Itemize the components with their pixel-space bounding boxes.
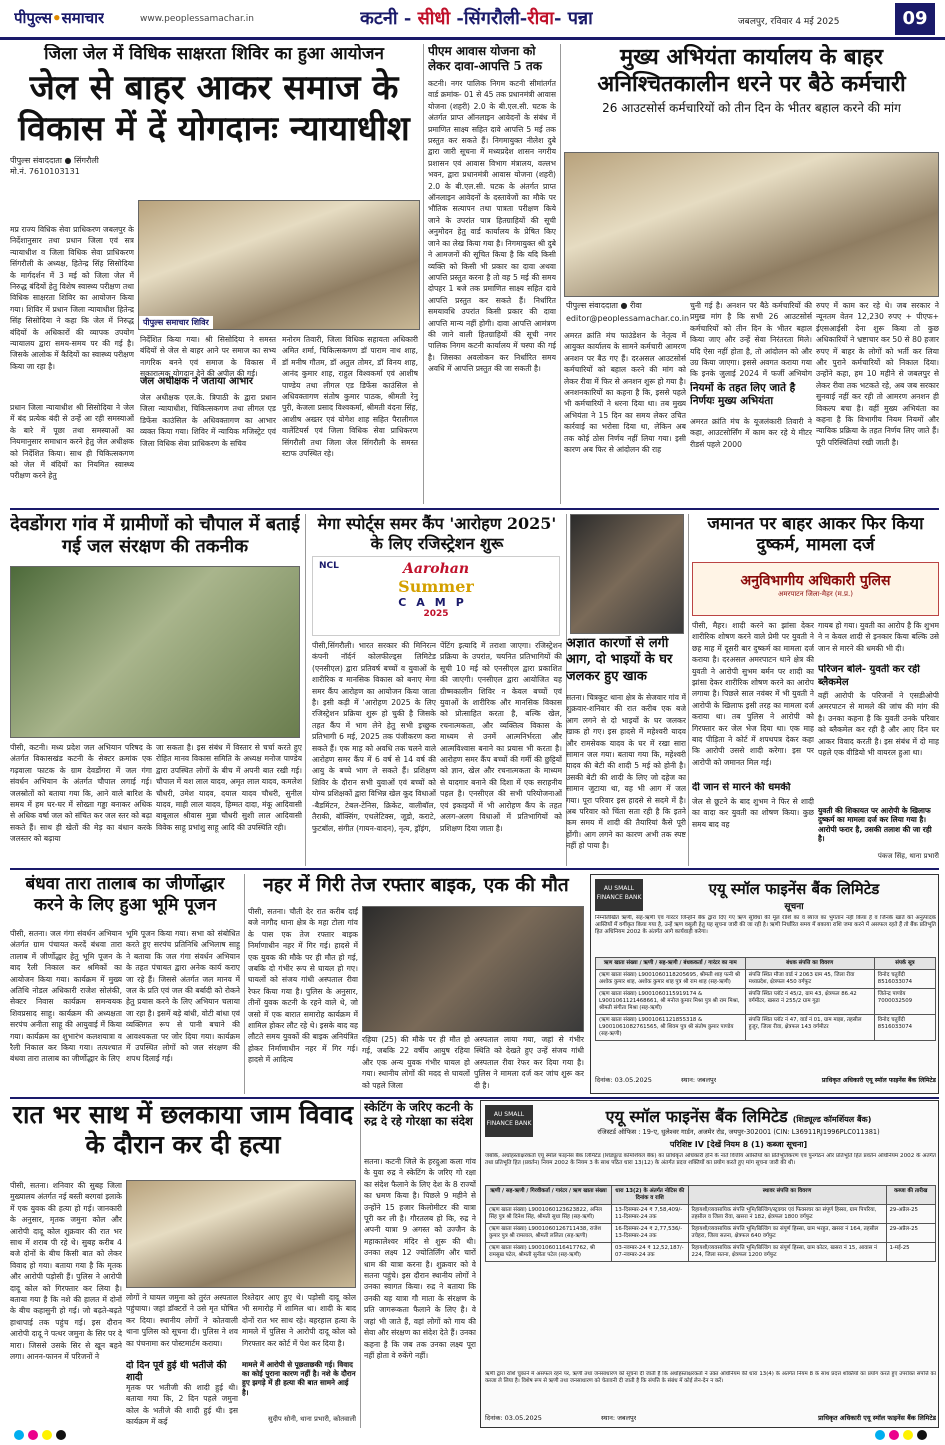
byline: पीपुल्स संवाददाता ● सिंगरौली [10, 155, 99, 165]
table-row [486, 1205, 936, 1224]
story-body: सतना। कटनी जिले के हरदुआ कला गांव के युवा रुद्र ने स्केटिंग के जरिए गो रक्षा का संदेश फैलाने के लिए देश के 8 राज्यों का भ्रमण किया है। पिछले 9 महीने से उन्होंने 15 हजार किलोमीटर की यात्रा पूरी कर ली है। गौरतलब हो कि, रुद्र ने अपनी यात्रा 9 अगस्त को उज्जैन के महाकालेश्वर मंदिर से शुरू की थी। उनका लक्ष्य 12 ज्योतिर्लिंग और चारों धाम की यात्रा करना है। शुक्रवार को वे सतना पहुंचे। इस दौरान स्थानीय लोगों ने उनका स्वागत किया। रुद्र ने बताया कि उनकी यह यात्रा गौ माता के संरक्षण के प्रति जागरूकता फैलाने के लिए है। वे जहां भी जाते हैं, वहां लोगों को गाय की सेवा और संरक्षण का संदेश देते हैं। उनका कहना है कि जब तक उनका लक्ष्य पूरा नहीं होता वे रुकेंगे नहीं। [364, 1157, 476, 1360]
table-row [596, 1015, 936, 1041]
bank-address: रजिस्टर्ड ऑफिस : 19-ए, धुलेश्वर गार्डन, अजमेर रोड, जयपुर-302001 (CIN: L36911RJ1996PLC011381) [597, 1128, 880, 1136]
story-body: मृतक पर भतीजी की शादी हुई थी। बताया गया कि, 2 दिन पहले जमुना कोल के भतीजे की शादी हुई थी। इस कार्यक्रम में कई [126, 1383, 238, 1427]
story-body: रुपए में काम कर रहे थे। जब सरकार ने न्यूनतम वेतन 12,230 रुपए + पीएफ+ ईएसआईसी देना शुरू किया तो कुछ अधिकारियों ने भ्रष्टाचार कर 50 से 80 हजार रुपए में बाहर के लोगों को भर्ती कर लिया और पुराने कर्मचारियों को निकाल दिया। उन्होंने कहा, हम 10 महीने से जबलपुर से लेकर रीवा तक भटकते रहे, अब जब सरकार सुनवाई नहीं कर रही तो आमरण अनशन ही विकल्प बचा है। वहीं मुख्य अभियंता का कहना है कि विभागीय नियम नियमों और न्यायिक प्रक्रिया के तहत निर्णय लिए जाते हैं। पूरी परिस्थितियां रखी जाती है। [816, 301, 939, 447]
story-pm-awas [428, 44, 556, 504]
subheading: नियमों के तहत लिए जाते है निर्णयः मुख्य अभियंता [690, 382, 796, 408]
table-cell: (ऋण खाता संख्या) L9001060126711438, राजेश कुमार पुत्र श्री रामलाल, श्रीमती ललिता (सह-ऋणी) [486, 1224, 612, 1243]
column-divider [305, 514, 306, 866]
table-cell: (ऋण खाता संख्या) L9001060115919174 & L9001061121468661, श्री मनोज कुमार मिश्रा पुत्र श्री राम मिश्रा, श्रीमती संगीता मिश्रा (सह-ऋणी) [596, 989, 746, 1015]
story-engineer-office [564, 44, 939, 154]
notice-place: स्थान: जबलपुर [601, 1414, 637, 1422]
bank-logo: AU SMALL FINANCE BANK [485, 1105, 533, 1137]
page-number: 09 [895, 3, 935, 35]
registration-mark [917, 1430, 927, 1440]
story-crime [692, 514, 939, 564]
story-headline: मुख्य अभियंता कार्यालय के बाहर अनिश्चितकालीन धरने पर बैठे कर्मचारी [597, 44, 906, 97]
table-cell: विनोद चतुर्वेदी 8516033074 [874, 1015, 935, 1041]
column-header: संपर्क सूत्र [874, 958, 935, 970]
masthead [0, 0, 945, 40]
newspaper-logo: पीपुल्स•समाचार [14, 9, 105, 27]
section-divider [10, 868, 939, 870]
column-header: ऋणी / सह-ऋणी / गिरवीकर्ता / गारंटर / ऋण खाता संख्या [486, 1186, 612, 1205]
photo-tag: पीपुल्स समाचार शिविर [139, 316, 213, 329]
website-url[interactable]: www.peoplessamachar.in [140, 14, 254, 24]
jail-camp-photo [138, 200, 420, 330]
mobile-number: मो.नं. 7610103131 [10, 166, 80, 176]
notice-signatory: प्राधिकृत अधिकारी एयू स्मॉल फाइनेंस बैंक लिमिटेड [818, 1414, 936, 1422]
story-body: प्रधान जिला न्यायाधीश श्री सिसोदिया ने जेल में बंद प्रत्येक बंदी से उन्हें आ रही समस्याओं के बारे में पूछा तथा समस्याओं का नियमानुसार समाधान करने हेतु जेल अधीक्षक को निर्देशित किया। साथ ही चिकित्सकगण को जेल में बंदियों का नियमित स्वास्थ्य परीक्षण करने हेतु [10, 403, 134, 481]
story-body: पीसी, कटनी। मध्य प्रदेश जल अभियान परिषद के अंतर्गत विकासखंड कटनी के सेक्टर क्रमांक एक गढ़वाला फाटक के ग्राम देवडोंगरा में जल गंगा संवर्धन अभियान के अंतर्गत चौपाल लगाई गई। जलस्रोतों को बताया गया कि, आने वाले बारिश के समय में हम घर-घर में सोख्ता गड्डा बनाकर अधिक से अधिक वर्षा जल को संचित कर जल स्तर को बढ़ा सकते हैं। साथ ही खेतों की मेड़ का बंधान करके जलस्तर को बढ़ाया [10, 743, 152, 844]
accident-photo [362, 906, 584, 1032]
story-headline: स्केटिंग के जरिए कटनी के रुद्र दे रहे गोरक्षा का संदेश [364, 1100, 473, 1129]
table-cell: संपत्ति स्थित प्लॉट नं 47, वार्ड नं 01, ग्राम माझा, तहसील हुजूर, जिला रीवा, क्षेत्रफल 143 वर्गमीटर [745, 1015, 874, 1041]
registration-mark [14, 1430, 24, 1440]
table-cell: 03-नवम्बर-24 ₹ 12,52,187/- 07-नवम्बर-24 तक [612, 1243, 689, 1262]
email[interactable]: editor@peoplessamachar.co.in [566, 314, 690, 323]
story-body: जा सकता है। इस संबंध में विस्तार से चर्चा करते हुए रोहित मानव विकास समिति के अध्यक्ष मनोज पाण्डेय द्वारा उपस्थित लोगों के बीच में अपनी बात रखी गई। चौपाल में यश लाल यादव, अमृत लाल यादव, कमलेश चौधरी, उमेश यादव, दयाल यादव चौधरी, सुनील यादव, माही लाल यादव, हिम्मत दादा, मंकू आदिवासी बाबूलाल श्रीवास मुन्ना चौधरी सुशी लाल आदिवासी विवेक साहू प्रभांशु साहू आदि की उपस्थिति रही। [156, 743, 302, 832]
notice-date: दिनांक: 03.05.2025 [595, 1076, 652, 1084]
table-row [486, 1243, 936, 1262]
story-body: अस्पताल लाया गया, जहां से गंभीर स्थिति को देखते हुए उन्हें संजय गांधी अस्पताल रीवा रेफर कर दिया गया है। पुलिस ने मामला दर्ज कर जांच शुरू कर दी है। [474, 1035, 584, 1090]
story-body: निर्देशित किया गया। श्री सिसोदिया ने समस्त बंदियों से जेल से बाहर आने पर समाज का सभ्य नागरिक बनने एवं समाज के विकास में सकारात्मक योगदान देने की अपील की गई। [140, 335, 276, 378]
table-cell: रिहायशी/व्यवसायिक संपत्ति भूमि/बिल्डिंग/स्ट्रक्चर एवं फिक्सचर का संपूर्ण हिस्सा, ग्राम पिपरिया, तहसील व जिला रीवा, खसरा नं 182, क्षेत्रफल 1800 वर्गफुट [688, 1205, 886, 1224]
byline: पीपुल्स संवाददाता ● रीवा [566, 301, 642, 310]
table-cell: 29-अप्रैल-25 [886, 1224, 936, 1243]
notice-title: परिशिष्ट IV [देखें नियम 8 (1) कब्जा सूचना] [669, 1140, 808, 1149]
table-cell: (ऋण खाता संख्या) L9001060123623822, अनिल सिंह पुत्र श्री दिनेश सिंह, श्रीमती सुधा सिंह (सह-ऋणी) [486, 1205, 612, 1224]
story-pond-renovation [10, 874, 240, 934]
sign-subtext: अमरपाटन जिला-मैहर (म.प्र.) [778, 590, 853, 598]
column-header: ऋण खाता संख्या / ऋणी / सह-ऋणी / बंधककर्ता / गारंटर का नाम [596, 958, 746, 970]
bank-title [541, 1105, 936, 1127]
story-body: रिश्तेदार आए हुए थे। पड़ोसी दादू कोल भी समारोह में शामिल था। शादी के बाद दोनों रात भर साथ रहे। बहरहाल हत्या के मामले में पुलिस ने आरोपी दादू कोल को गिरफ्तार कर कोर्ट में पेश कर दिया है। [242, 1293, 356, 1348]
column-divider [360, 1100, 361, 1428]
story-headline: जेल से बाहर आकर समाज के विकास में दें योगदानः न्यायाधीश [18, 68, 410, 149]
notice-date: दिनांक: 03.05.2025 [485, 1414, 542, 1422]
subheading: परिजन बोले- युवती कर रही ब्लैकमेल [818, 664, 920, 688]
notice-intro: निम्नलिखित ऋणी, सह-ऋणी एवं गारंटर जिन्होंने बैंक द्वारा दिए गए ऋण सुविधा की मूल राशि का व ब्याज का भुगतान नहीं किया है व जिनके खाते को अनुत्पादक आस्तियों में वर्गीकृत किया गया है, उन्हें ऋण वसूली हेतु यह सूचना जारी की जा रही है। ऋणी निर्धारित समय में बकाया राशि जमा करने में असफल रहते हैं तो बैंक प्रतिभूति हित अधिनियम 2002 के अंतर्गत आगे कार्यवाही करेगा। [595, 915, 936, 935]
story-body: गायब हो गया। युवती का आरोप है कि शुभम ने न केवल शादी से इनकार किया बल्कि उसे जान से मारने की धमकी भी दी। [818, 621, 939, 653]
column-header: बंधक संपत्ति का विवरण [745, 958, 874, 970]
story-body: अमरत क्रांति मंच फाउंडेशन के नेतृत्व में आयुक्त कार्यालय के सामने कर्मचारी आमरण अनशन पर बैठ गए हैं। दरअसल आउटसोर्स कर्मचारियों को बहाल करने की मांग को लेकर रीवा में फिर से अनशन शुरू हो गया है। अनशनकारियों का कहना है कि, इससे पहले भी कर्मचारियों ने धरना दिया था। तब मुख्य अभियंता ने 15 दिन का समय लेकर उचित कार्रवाई का भरोसा दिया था, लेकिन अब तक कोई ठोस निर्णय नहीं लिया गया। इसी कारण अब फिर से आंदोलन की राह [564, 331, 686, 455]
story-body: पीसी, सतना। चौती देर रात करीब दाईं बजे नागौद थाना क्षेत्र के महा टोला गांव के पास एक तेज रफ्तार बाइक निर्माणाधीन नहर में गिर गई। हादसे में एक युवक की मौके पर ही मौत हो गई, जबकि दो गंभीर रूप से घायल हो गए। घायलों को संजय गांधी अस्पताल रीवा रेफर किया गया है। पुलिस के अनुसार, तीनों युवक कटनी के रहने वाले थे, जो जसो में एक बारात समारोह कार्यक्रम में शामिल होकर लौट रहे थे। इसके बाद वह लौटते समय युवकों की बाइक अनियंत्रित होकर निर्माणाधीन नहर में गिर गई। हादसे में आदित्य [248, 907, 358, 1065]
story-headline: देवडोंगरा गांव में ग्रामीणों को चौपाल में बताई गई जल संरक्षण की तकनीक [10, 514, 300, 557]
table-cell: रिहायशी/व्यवसायिक संपत्ति भूमि/बिल्डिंग का संपूर्ण हिस्सा, ग्राम कोटर, खसरा नं 15, आवास नं 224, जिला सतना, क्षेत्रफल 1200 वर्गफुट [688, 1243, 886, 1262]
notice-intro: जबकि, अधोहस्ताक्षरकर्ता एयू स्मॉल फाइनेंस बैंक लिमिटेड (शिड्यूल्ड कॉमर्शियल बैंक) का प्राधिकृत अधिकारी होने के नाते वित्तीय आस्तियों का प्रतिभूतिकरण एवं पुनर्गठन और प्रतिभूति हित प्रवर्तन अधिनियम 2002 के अंतर्गत तथा प्रतिभूति हित (प्रवर्तन) नियम 2002 के नियम 3 के साथ पठित धारा 13(12) के अंतर्गत प्रदत्त शक्तियों का प्रयोग करते हुए मांग सूचना जारी की थी। [485, 1153, 936, 1166]
police-quote: मामले में आरोपी से पूछताछकी गई। विवाद का कोई पुराना कारण नहीं है। नशे के दौरान हुए झगड़े में ही हत्या की बात सामने आई है। [242, 1360, 356, 1397]
story-headline: रात भर साथ में छलकाया जाम विवाद के दौरान कर दी हत्या [12, 1100, 354, 1159]
bank-notice-ad-2 [480, 1100, 939, 1428]
protest-photo [564, 152, 939, 297]
story-subheadline: 26 आउटसोर्स कर्मचारियों को तीन दिन के भीतर बहाल करने की मांग [602, 100, 901, 115]
story-headline: नहर में गिरी तेज रफ्तार बाइक, एक की मौत [263, 874, 569, 896]
logo-summer: Summer [398, 577, 474, 596]
story-body: चुनी गई है। अनशन पर बैठे कर्मचारियों की प्रमुख मांग है कि सभी 26 आउटसोर्स कर्मचारियों को तीन दिन के भीतर बहाल किया जाए और उन्हें सेवा निरंतरता मिले। यदि ऐसा नहीं होता है, तो आंदोलन को और उग्र किया जाएगा। इससे अवगत कराया गया कि इनके जुलाई 2024 में फर्जी अभियोग [690, 301, 812, 379]
table-cell: जितेन्द्र पाण्डेय 7000032509 [874, 989, 935, 1015]
bank-name: एयू स्मॉल फाइनेंस बैंक लिमिटेड [708, 880, 880, 898]
story-body: कटनी। नगर पालिक निगम कटनी सीमांतर्गत वार्ड क्रमांक- 01 से 45 तक प्रधानमंत्री आवास योजना (शहरी) 2.0 के बी.एल.सी. घटक के अंतर्गत प्राप्त ऑनलाइन आवेदनों के संबंध में प्रमाणित साक्ष्य सहित दावे आपत्ति 5 मई तक प्रस्तुत कर सकते हैं। निगमायुक्त नीलेश दुबे द्वारा जारी सूचना में मध्यप्रदेश शासन नगरीय प्रशासन एवं आवास विभाग मंत्रालय, वल्लभ भवन, द्वारा प्रधानमंत्री आवास योजना (शहरी) 2.0 के बी.एल.सी. घटक के अंतर्गत प्राप्त ऑनलाइन आवेदनों के दस्तावेजों का मौके पर भौतिक सत्यापन तथा पात्रता परीक्षण किये जाने के उपरांत पात्र हितग्राहियों की सूची अनुमोदन हेतु वार्ड कार्यालय के प्रेषित किए जाने का लेख किया गया है। निगमायुक्त श्री दुबे ने आमजनों की सूचित किया है कि यदि किसी व्यक्ति को किसी भी प्रकार का दावा अथवा आपत्ति प्रस्तुत करना है तो वह 5 मई की समय दोपहर 1 बजे तक प्रमाणित साक्ष्य सहित दावे आपत्ति प्रस्तुत कर सकते हैं। निर्धारित समयावधि उपरांत किसी प्रकार की दावा आपत्ति मान्य नहीं होगी। दावा आपत्ति आमंत्रण की जाने वाली हितग्राहियों की सूची नगर पालिक निगम कटनी कार्यालय में चस्पा की गई है। जिसका अवलोकन कर निर्धारित समय अवधि में आपत्ति प्रस्तुत की जा सकती है। [428, 79, 556, 374]
column-header: धारा 13(2) के अंतर्गत नोटिस की दिनांक व राशि [612, 1186, 689, 1205]
registration-mark [28, 1430, 38, 1440]
story-body: सतना। चित्रकूट थाना क्षेत्र के सेजवार गांव में शुक्रवार-शनिवार की रात करीब एक बजे आग लगने से दो भाइयों के घर जलकर खाक हो गए। इस हादसे में महेश्वरी यादव और रामसेवक यादव के घर में रखा सारा सामान जल गया। बताया गया कि, महेश्वरी यादव की बेटी की शादी 5 मई को होनी है। उसकी बेटी की शादी के लिए जो दहेज का सामान जुटाया था, वह भी आग में जल गया। पूरा परिवार इस हादसे से सदमे में है। अब परिवार को चिंता सता रही है कि इतने कम समय में शादी की तैयारियां कैसे पूरी होंगी। आग लगने का कारण अभी तक स्पष्ट नहीं हो पाया है। [566, 693, 686, 851]
story-body: पीसी, सतना। जल गंगा संवर्धन अभियान अंतर्गत ग्राम पंचायत करदें बंधवा तारा तालाब में जीर्णोद्धार हेतु भूमि पूजन के बाद रैली निकाल कर श्रमिकों का आयोजन किया गया। कार्यक्रम में मुख्य अतिथि नोडल अधिकारी राजेश सोलंकी, सेक्टर निवास कार्यक्रम समन्वयक शिवप्रसाद साहू। कार्यक्रम की अध्यक्षता सरपंच अनीता साहू की आयुवाई में किया गया। कार्यक्रम का शुभारंभ कलशयात्रा व रैली निकाल कर किया गया। तत्पश्चात बंधवा तारा तालाब का जीर्णोद्धार के लिए [10, 929, 122, 1064]
column-header: स्थावर संपत्ति का विवरण [688, 1186, 886, 1205]
table-cell: (ऋण खाता संख्या) L9001061121855318 & L9001061082761565, श्री शिवम पुत्र श्री संतोष कुमार पाण्डेय (सह-ऋणी) [596, 1015, 746, 1041]
fire-photo [570, 514, 684, 634]
notice-table [595, 957, 936, 1069]
registration-mark [875, 1430, 885, 1440]
sign-text: अनुविभागीय अधिकारी पुलिस [740, 573, 891, 589]
table-cell: 29-अप्रैल-25 [886, 1205, 936, 1224]
story-bike-accident [248, 874, 584, 904]
bank-name: एयू स्मॉल फाइनेंस बैंक लिमिटेड [605, 1107, 788, 1126]
ncl-logo: NCL [319, 561, 339, 571]
quote-attribution: पंकज सिंह, थाना प्रभारी [877, 852, 939, 860]
story-kicker: जिला जेल में विधिक साक्षरता शिविर का हुआ आयोजन [44, 44, 384, 64]
murder-scene-photo [126, 1180, 356, 1288]
table-cell: 1-मई-25 [886, 1243, 936, 1262]
registration-mark [56, 1430, 66, 1440]
column-divider [244, 874, 245, 1094]
section-divider [10, 508, 939, 510]
notice-title: सूचना [784, 902, 804, 912]
story-headline: मेगा स्पोर्ट्स समर कैंप 'आरोहण 2025' के लिए रजिस्ट्रेशन शुरू [317, 514, 557, 553]
quote-attribution: सुदीप सोनी, थाना प्रभारी, कोतवाली [267, 1415, 356, 1423]
story-body: मप्र राज्य विधिक सेवा प्राधिकरण जबलपुर के निर्देशानुसार तथा प्रधान जिला एवं सत्र न्यायाधीश व जिला विधिक सेवा प्राधिकरण सिंगरौली के अध्यक्ष, हितेन्द्र सिंह सिसोदिया के मार्गदर्शन में 3 मई को जिला जेल में निरुद्ध बंदियों हेतु विशेष स्वास्थ्य परीक्षण तथा विधिक साक्षरता शिविर का आयोजन किया गया। शिविर में प्रधान जिला न्यायाधीश हितेन्द्र सिंह सिसोदिया ने कहा कि जेल में निरुद्ध बंदियों के अधिकारों की व्यापक उपयोग न्यायालय द्वारा समय-समय पर की गई है। जिसके आलोक में कैदियों का स्वास्थ्य परीक्षण किया जा रहा है। [10, 225, 134, 371]
bank-logo: AU SMALL FINANCE BANK [595, 879, 643, 911]
police-office-sign-photo [692, 562, 939, 616]
story-body: अमरत क्रांति मंच के यूजलंकारी तिवारी ने कहा, आउटसोर्सिंग में काम कर रहे ये मीटर रीडर्स पहले 2000 [690, 417, 812, 449]
story-headline: जमानत पर बाहर आकर फिर किया दुष्कर्म, मामला दर्ज [707, 514, 924, 555]
subheading: जेल अधीक्षक ने जताया आभार [140, 376, 253, 387]
story-body: पीसी, मैहर। शादी करने का झांसा देकर शारीरिक शोषण करने वाले प्रेमी पर युवती ने छह माह में दूसरी बार दुष्कर्म का मामला दर्ज कराया है। दरअसल अमरपाटन थाने क्षेत्र की युवती ने आरोपी सुभम बर्मन पर शादी का झांसा देकर शारीरिक शोषण करने का आरोप लगाया है। पिछले साल नवंबर में भी युवती ने आरोपी के खिलाफ इसी तरह का मामला दर्ज कराया था। तब पुलिस ने आरोपी को गिरफ्तार कर जेल भेज दिया था। एक माह बाद पीड़िता ने कोर्ट में शपथपत्र देकर कहा कि आरोपी उससे शादी करेगा। इस पर आरोपी को जमानत मिल गई। [692, 621, 814, 767]
story-body: मनोरम तिवारी, जिला विधिक सहायता अधिकारी अमित शर्मा, चिकित्सकगण डॉ पाराम नाथ शाह, डॉ मनीष गौतम, डॉ अतुल तोमर, डॉ विनय शाह, आनंद कुमार शाह, राहुल विश्वकर्मा एवं आशीष पाण्डेय तथा लीगल एड डिफेंस काउंसिल से अधिवक्तागण संतोष कुमार पाठक, श्रीमती रेनु पुरी, केजला प्रसाद विश्वकर्मा, श्रीमती वंदना सिंह, आशीष अख्तर एवं योगेश शाह सहित पैरालीगल वालेंटियर्स एवं जिला विधिक सेवा प्राधिकरण सिंगरौली तथा जिला जेल सिंगरौली के समस्त स्टाफ उपस्थित रहे। [282, 335, 418, 459]
table-cell: 13-दिसम्बर-24 ₹ 7,58,409/- 11-दिसम्बर-24 तक [612, 1205, 689, 1224]
table-cell: संपत्ति स्थित प्लॉट नं 45/2, ग्राम 43, क्षेत्रफल 86.42 वर्गमीटर, खसरा नं 255/2 ग्राम गुढ़ा [745, 989, 874, 1015]
story-water-conservation [10, 514, 300, 574]
table-cell: (ऋण खाता संख्या) L9001060118205695, श्रीमती शाह पत्नी श्री अशोक कुमार शाह, अशोक कुमार शाह पुत्र श्री राम शाह (सह-ऋणी) [596, 970, 746, 989]
story-body: पीसी, सतना। शनिवार की सुबह जिला मुख्यालय अंतर्गत नई बस्ती बरगवां इलाके में एक युवक की हत्या हो गई। जानकारी के अनुसार, मृतक जमुना कोल और आरोपी दादू कोल शुक्रवार की रात भर साथ में शराब पी रहे थे। सुबह करीब 4 बजे दोनों के बीच किसी बात को लेकर विवाद हो गया। बताया गया है कि मृतक और आरोपी पड़ोसी हैं। पुलिस ने आरोपी दादू कोल को गिरफ्तार कर लिया है। बताया गया है कि नशे की हालत में दोनों के बीच कहासुनी हो गई। जो बढ़ते-बढ़ते हाथापाई तक पहुंच गई। इस दौरान आरोपी दादू ने पत्थर जमुना के सिर पर दे मारा। जिससे उसके सिर से खून बहने लगा। आनन-फानन में परिजनों ने [10, 1181, 122, 1362]
village-meeting-photo [10, 566, 300, 738]
story-body: जेल अधीक्षक एल.के. त्रिपाठी के द्वारा प्रधान जिला न्यायाधीश, चिकित्सकगण तथा लीगल एड डिफेंस काउंसिल के अधिवक्तागण का आभार व्यक्त किया गया। शिविर में न्यायिक मजिस्ट्रेट एवं जिला विधिक सेवा प्राधिकरण के सचिव [140, 393, 276, 448]
table-row [486, 1224, 936, 1243]
logo-title: Aarohan [402, 561, 470, 577]
story-body: लोगों ने घायल जमुना को तुरंत अस्पताल पहुंचाया। जहां डॉक्टरों ने उसे मृत घोषित कर दिया। स्थानीय लोगों ने कोतवाली थाना पुलिस को सूचना दी। पुलिस ने शव का पंचनामा कर पोस्टमार्टम कराया। [126, 1293, 238, 1348]
registration-mark [889, 1430, 899, 1440]
bank-type: (शिड्यूल्ड कॉमर्शियल बैंक) [792, 1115, 872, 1124]
bank-notice-ad-1 [590, 874, 939, 1094]
story-headline: अज्ञात कारणों से लगी आग, दो भाइयों के घर जलकर हुए खाक [566, 636, 673, 684]
story-body: पेंटिंग इत्यादि में तराशा जाएगा। रजिस्ट्रेशन प्रक्रिया के उपरांत, चयनित प्रतिभागियों की सूची 10 मई को एनसीएल द्वारा प्रकाशित की जाएगी। एनसीएल द्वारा आयोजित यह ग्रीष्मकालीन शिविर न केवल बच्चों एवं युवाओं के शारीरिक और मानसिक विकास को प्रोत्साहित करता है, बल्कि खेल, रचनात्मकता, और व्यक्तित्व विकास के माध्यम से उनमें आत्मनिर्भरता और आत्मविश्वास बनाने का प्रयास भी करता है। आरोहण समर कैंप बच्चों की गर्मी की छुट्टियों को ज्ञान, खेल और रचनात्मकता के माध्यम से यादगार बनाने की दिशा में एक सराहनीय पहल है। एनसीएल की सभी परियोजनाओं एवं इकाइयों में भी आरोहण कैंप के तहत अलग-अलग विधाओं में प्रतिभागियों को प्रशिक्षण दिया जाता है। [440, 641, 562, 833]
table-cell: रिहायशी/व्यवसायिक संपत्ति भूमि/बिल्डिंग का संपूर्ण हिस्सा, ग्राम भरहुत, खसरा नं 164, तहसील उचेहरा, जिला सतना, क्षेत्रफल 640 वर्गफुट [688, 1224, 886, 1243]
logo-camp: CAMP [398, 596, 474, 609]
subheading: दी जान से मारने की धमकी [692, 782, 791, 793]
story-body: रहिया (25) की मौके पर ही मौत हो गई, जबकि 22 वर्षीय आयुष रहिया और एक अन्य युवक गंभीर घायल हो गया। स्थानीय लोगों की मदद से घायलों को पहले जिला [362, 1035, 470, 1090]
section-divider [10, 1097, 939, 1099]
summer-camp-logo [312, 556, 560, 636]
column-divider [688, 514, 689, 866]
subheading: दो दिन पूर्व हुई थी भतीजे की शादी [126, 1360, 227, 1383]
logo-year: 2025 [423, 609, 449, 619]
edition-cities: कटनी - सीधी -सिंगरौली-रीवा- पन्ना [360, 8, 593, 29]
notice-place: स्थान: जबलपुर [681, 1076, 717, 1084]
table-cell: (ऋण खाता संख्या) L9001060116417762, श्री रामसुख पटेल, श्रीमती सुनीता पटेल (सह-ऋणी) [486, 1243, 612, 1262]
table-cell: 16-दिसम्बर-24 ₹ 2,77,536/- 13-दिसम्बर-24 तक [612, 1224, 689, 1243]
story-body: जेल से छूटने के बाद शुभम ने फिर से शादी का वादा कर युवती का शोषण किया। कुछ समय बाद वह [692, 797, 814, 829]
registration-mark [42, 1430, 52, 1440]
story-murder [10, 1100, 356, 1178]
story-headline: बंधवा तारा तालाब का जीर्णोद्धार करने के लिए हुआ भूमि पूजन [25, 874, 225, 915]
story-body: भूमि पूजन किया गया। सभा को संबोधित करते हुए सरपंच प्रतिनिधि अभिलाष साहू ने बताया कि जल गंगा संवर्धन अभियान के तहत पंचायत द्वारा अनेक कार्य कराए जा रहे हैं। जिससे अंतर्गत जल मानव में जल के प्रति एवं जल की बर्बादी को रोकने हेतु प्रयास करने के लिए अभियान चलाया जा रहा है। इसमें बड़े बांधी, वोटी बांधा एवं व्यक्तिगत रूप से पानी बचाने की आवश्यकता पर जोर दिया गया। कार्यक्रम में उपस्थित लोगों को जल संरक्षण की शपथ दिलाई गई। [126, 929, 240, 1064]
notice-footer: ऋणी द्वारा राशि चुकाने में असफल रहने पर, ऋणी तथा जनसाधारण को सूचना दी जाती है कि अधोहस्ताक्षरकर्ता ने उक्त अधिनियम की धारा 13(4) के अंतर्गत नियम 8 के साथ प्रदत्त शक्तियों का प्रयोग करते हुए उपरोक्त संपत्ति का कब्जा ले लिया है। विशेष रूप से ऋणी तथा जनसाधारण को चेतावनी दी जाती है कि संपत्ति के संबंध में कोई लेन-देन न करें। [485, 1371, 936, 1384]
registration-mark [903, 1430, 913, 1440]
table-cell: संपत्ति स्थित मौजा वार्ड नं 2063 ग्राम 45, जिला रीवा मध्यप्रदेश, क्षेत्रफल 450 वर्गफुट [745, 970, 874, 989]
notice-table [485, 1185, 936, 1369]
table-row [596, 989, 936, 1015]
notice-signatory: प्राधिकृत अधिकारी एयू स्मॉल फाइनेंस बैंक लिमिटेड [821, 1077, 936, 1084]
story-body: वहीं आरोपी के परिजनों ने एसडीओपी अमरपाटन से मामले की जांच की मांग की है। उनका कहना है कि युवती उनके परिवार को ब्लैकमेल कर रही है और आए दिन घर आकर विवाद करती है। इस संबंध में दो माह पहले एक वीडियो भी वायरल हुआ था। [818, 691, 939, 758]
story-headline: पीएम आवास योजना को लेकर दावा-आपत्ति 5 तक [428, 44, 542, 73]
story-body: पीसी,सिंगरौली। भारत सरकार की मिनिरत्न कंपनी नॉर्दर्न कोलफील्ड्स लिमिटेड (एनसीएल) द्वारा प्रतिवर्ष बच्चों व युवाओं के शारीरिक व मानसिक विकास को बनाए मेगा समर कैंप आरोहण का आयोजन किया जाता है। इसी कड़ी में 'आरोहण 2025 के लिए रजिस्ट्रेशन प्रक्रिया शुरू हो चुकी है जिसके तहत कैंप में भाग लेने हेतु सभी इच्छुक प्रतिभागी 6 मई, 2025 तक पंजीकरण करा सकते हैं। एक माह को अवधि तक चलने वाले आरोहण समर कैंप में 6 वर्ष से 14 वर्ष की आयु के बच्चे भाग ले सकते हैं। प्रशिक्षण शिविर के दौरान सभी युवाओं एवं बच्चों को योग्य प्रशिक्षकों द्वारा विभिन्न खेल कूद विधाओं -बैडमिंटन, टेबल-टेनिस, क्रिकेट, वालीबॉल, तैराकी, बॉक्सिंग, एथलेटिक्स, जूडो, कराटे, फुटबॉल, संगीत (गायन-वादन), नृत्य, ड्रॉइंग, [312, 641, 436, 833]
table-row [596, 970, 936, 989]
police-quote: युवती की शिकायत पर आरोपी के खिलाफ दुष्कर्म का मामला दर्ज कर लिया गया है। आरोपी फरार है, उसकी तलाश की जा रही है। [818, 806, 932, 844]
column-header: कब्जा की तारीख [886, 1186, 936, 1205]
column-divider [560, 44, 561, 504]
table-cell: विनोद चतुर्वेदी 8516033074 [874, 970, 935, 989]
column-divider [423, 44, 424, 504]
dateline: जबलपुर, रविवार 4 मई 2025 [738, 17, 840, 27]
